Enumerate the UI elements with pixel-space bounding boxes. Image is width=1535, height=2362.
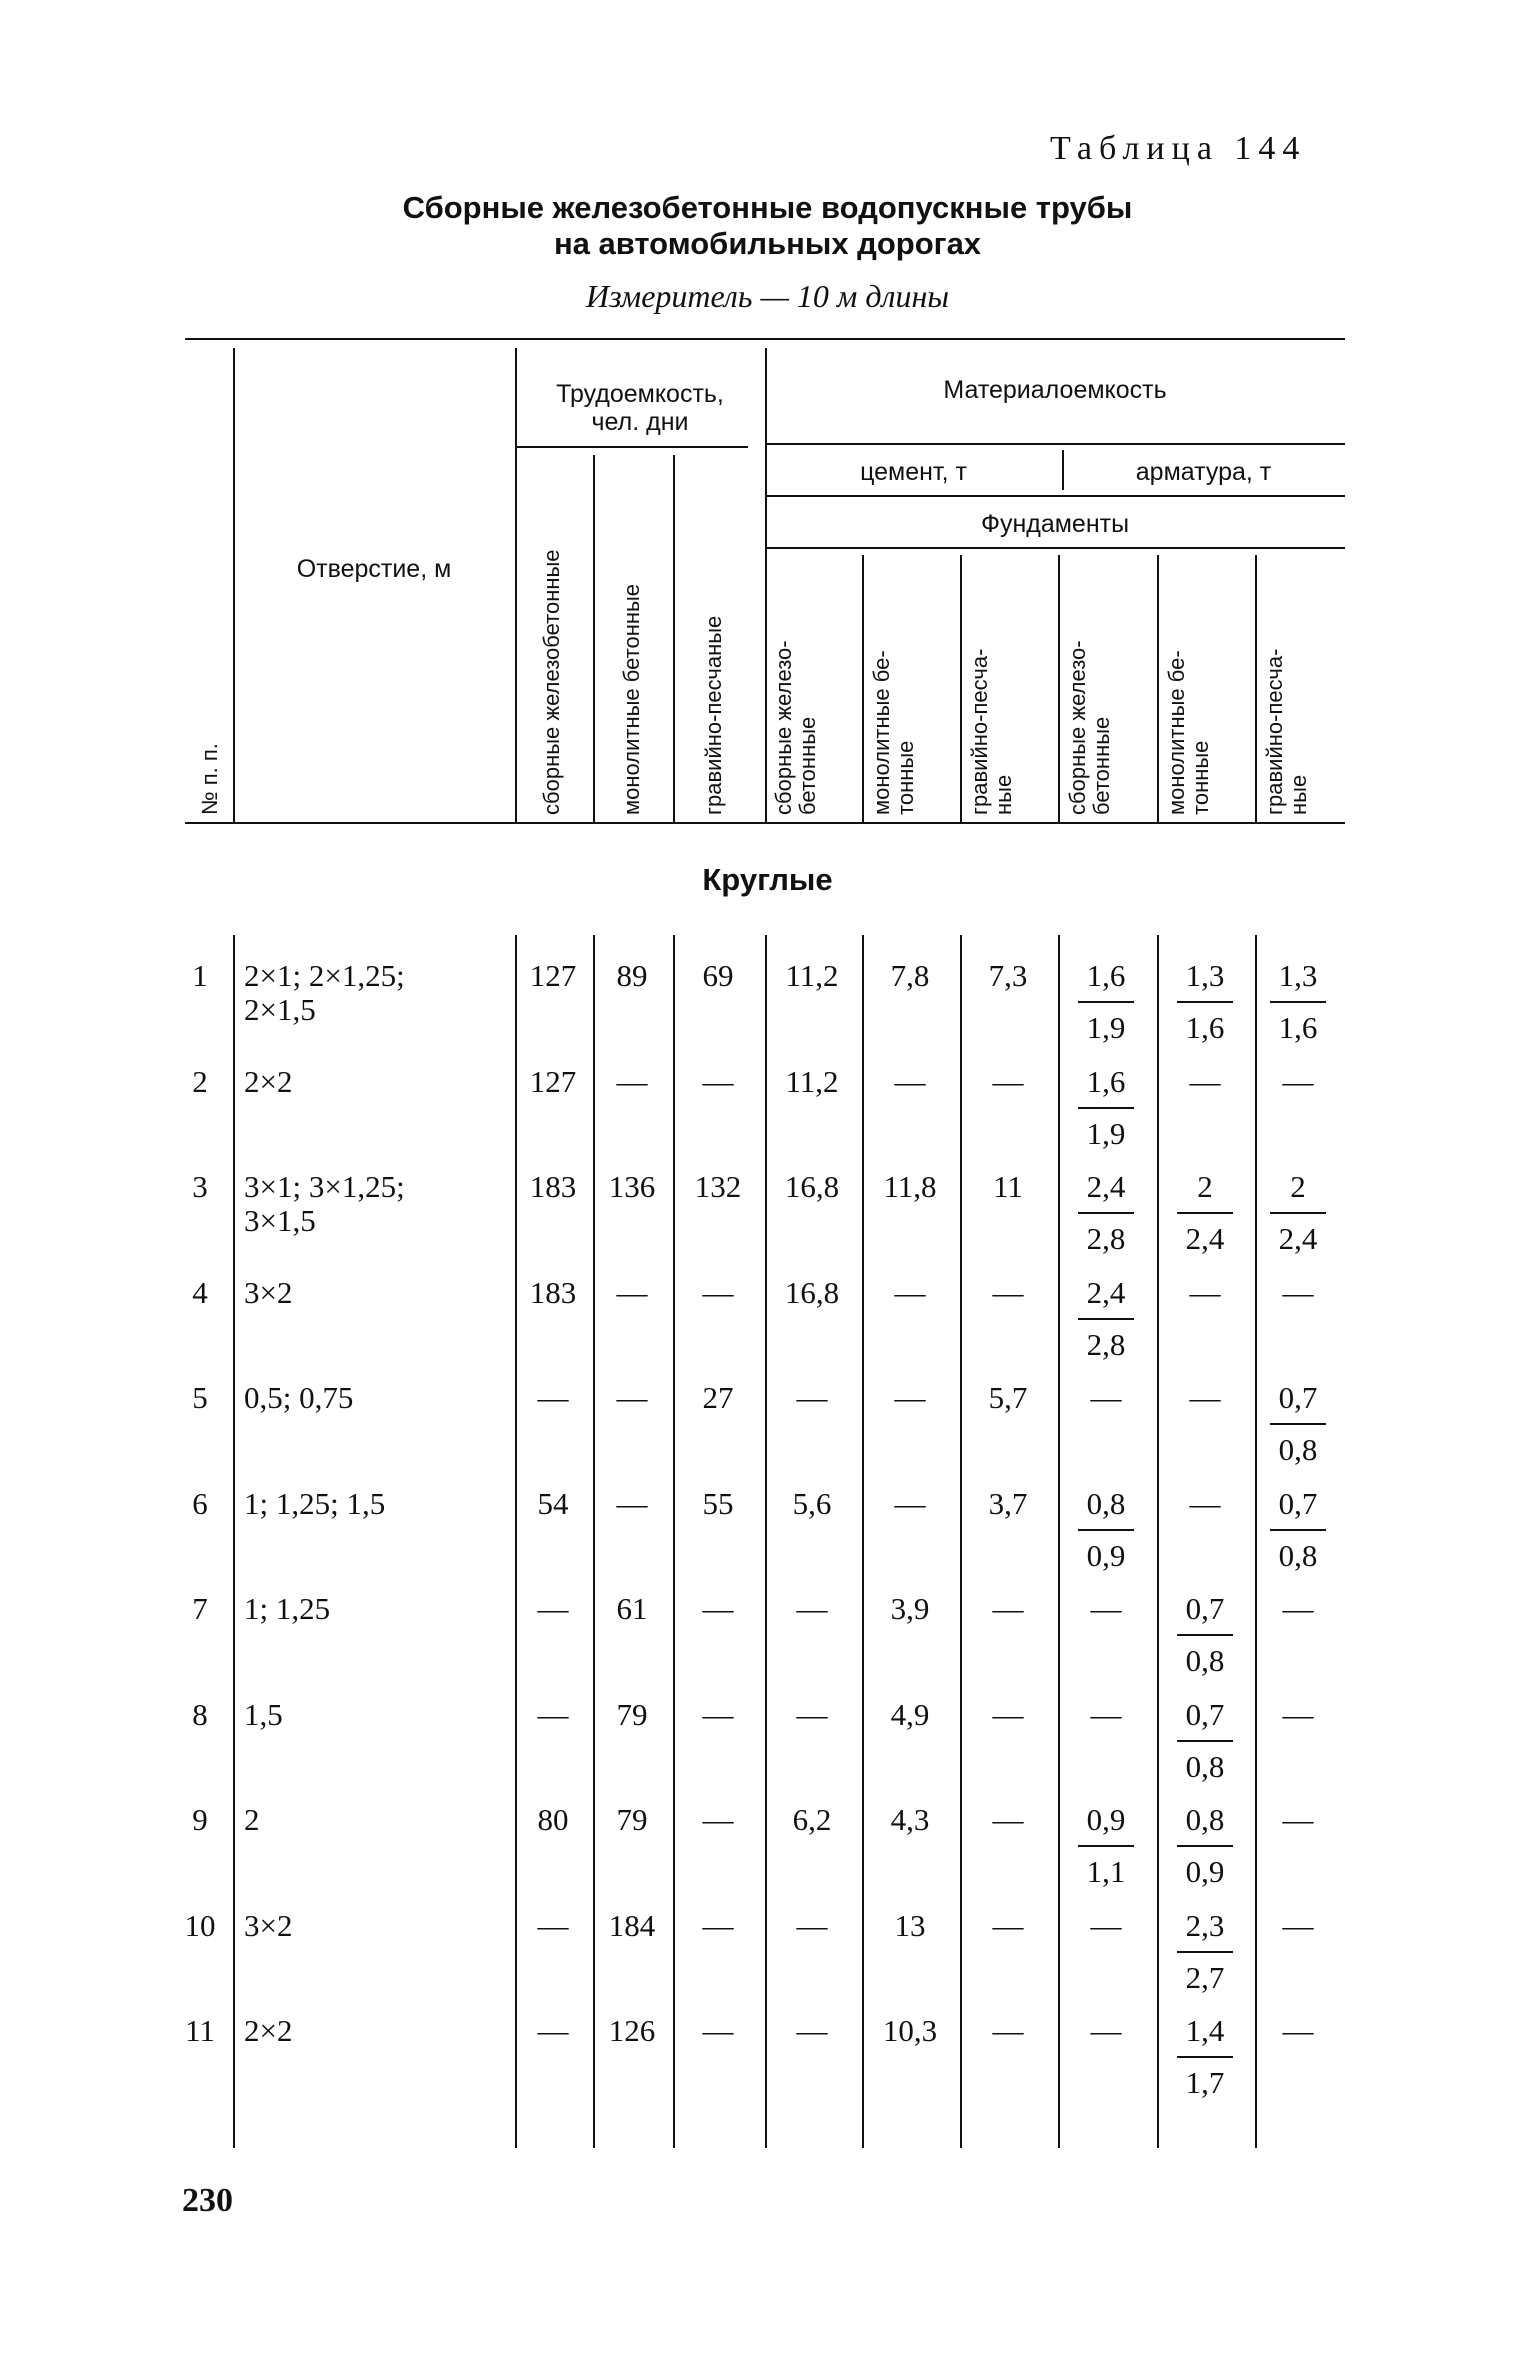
table-cell: — xyxy=(992,1696,1024,1732)
column-divider xyxy=(593,455,595,822)
table-label: Таблица 144 xyxy=(1050,130,1307,167)
table-cell: — xyxy=(1282,1907,1314,1943)
opening-value: 1; 1,25 xyxy=(244,1591,331,1626)
table-cell: — xyxy=(992,1591,1024,1626)
table-cell: 16,8 xyxy=(784,1169,840,1204)
table-cell: — xyxy=(537,1907,569,1943)
table-cell: — xyxy=(702,1802,734,1837)
header-labor-col: сборные железобетонные xyxy=(539,549,564,815)
table-cell: 54 xyxy=(537,1485,569,1521)
table-cell: 136 xyxy=(608,1169,656,1204)
header-cement: цемент, т xyxy=(860,458,967,486)
row-number: 1 xyxy=(192,958,208,993)
column-divider xyxy=(765,935,767,2148)
opening-value: 1; 1,25; 1,5 xyxy=(244,1485,386,1521)
column-divider xyxy=(233,348,235,822)
fraction-numerator: 2,4 xyxy=(1086,1169,1126,1204)
fraction-numerator: 0,7 xyxy=(1185,1696,1225,1732)
table-cell: — xyxy=(616,1274,648,1310)
column-divider xyxy=(862,935,864,2148)
table-cell: — xyxy=(616,1485,648,1521)
fraction-denominator: 1,9 xyxy=(1086,1010,1126,1045)
table-cell: — xyxy=(1189,1063,1221,1099)
table-cell: — xyxy=(796,2013,828,2048)
table-cell: 27 xyxy=(702,1380,734,1415)
row-number: 11 xyxy=(185,2013,215,2048)
table-cell: — xyxy=(537,1696,569,1732)
table-cell: — xyxy=(1282,1063,1314,1099)
column-divider xyxy=(765,348,767,822)
column-divider xyxy=(1157,555,1159,822)
measure-unit: Измеритель — 10 м длины xyxy=(585,278,949,314)
fraction-numerator: 0,7 xyxy=(1185,1591,1225,1626)
table-cell: — xyxy=(702,1696,734,1732)
rule-line xyxy=(765,495,1345,497)
table-cell: — xyxy=(796,1907,828,1943)
table-cell: 11,2 xyxy=(785,958,839,993)
column-divider xyxy=(862,555,864,822)
fraction-numerator: 2,3 xyxy=(1185,1907,1225,1943)
fraction-denominator: 0,9 xyxy=(1185,1854,1225,1889)
column-divider xyxy=(960,935,962,2148)
fraction-numerator: 1,4 xyxy=(1185,2013,1225,2048)
table-cell: — xyxy=(1090,1591,1122,1626)
opening-value: 2×1; 2×1,25; 2×1,5 xyxy=(244,958,405,1027)
fraction-numerator: 0,8 xyxy=(1086,1485,1126,1521)
table-cell: 126 xyxy=(608,2013,656,2048)
row-number: 8 xyxy=(192,1696,208,1732)
table-cell: — xyxy=(537,1591,569,1626)
column-divider xyxy=(1255,555,1257,822)
table-cell: — xyxy=(1282,1591,1314,1626)
table-cell: — xyxy=(894,1380,926,1415)
rule-line xyxy=(185,822,1345,824)
header-foundations: Фундаменты xyxy=(980,510,1130,538)
table-cell: 11,8 xyxy=(883,1169,937,1204)
table-cell: 16,8 xyxy=(784,1274,840,1310)
table-cell: — xyxy=(796,1380,828,1415)
table-cell: — xyxy=(894,1485,926,1521)
fraction-numerator: 1,3 xyxy=(1185,958,1225,993)
row-number: 6 xyxy=(192,1485,208,1521)
table-cell: — xyxy=(796,1696,828,1732)
opening-value: 2 xyxy=(244,1802,260,1837)
opening-value: 1,5 xyxy=(244,1696,283,1732)
header-material-col: монолитные бе- тонные xyxy=(869,650,918,815)
table-cell: 4,3 xyxy=(890,1802,930,1837)
row-number: 10 xyxy=(184,1907,216,1943)
fraction-numerator: 0,8 xyxy=(1185,1802,1225,1837)
table-cell: — xyxy=(1282,1274,1314,1310)
table-cell: — xyxy=(1090,1380,1122,1415)
fraction-denominator: 1,7 xyxy=(1185,2065,1225,2100)
opening-value: 3×2 xyxy=(244,1907,293,1943)
header-rebar: арматура, т xyxy=(1135,458,1272,486)
fraction-numerator: 2 xyxy=(1197,1169,1213,1204)
table-cell: 5,6 xyxy=(792,1485,832,1521)
table-cell: — xyxy=(992,1907,1024,1943)
fraction-numerator: 1,6 xyxy=(1086,958,1126,993)
table-cell: — xyxy=(1189,1485,1221,1521)
opening-value: 0,5; 0,75 xyxy=(244,1380,354,1415)
table-cell: 3,7 xyxy=(988,1485,1028,1521)
table-cell: 89 xyxy=(616,958,648,993)
table-cell: 3,9 xyxy=(890,1591,930,1626)
table-cell: 11 xyxy=(993,1169,1023,1204)
table-cell: — xyxy=(992,1802,1024,1837)
table-cell: 13 xyxy=(894,1907,926,1943)
header-labor-col: гравийно-песчаные xyxy=(701,615,726,815)
fraction-denominator: 0,9 xyxy=(1086,1537,1126,1573)
table-cell: — xyxy=(992,1274,1024,1310)
fraction-denominator: 2,4 xyxy=(1278,1221,1318,1256)
table-cell: — xyxy=(1282,1802,1314,1837)
column-divider xyxy=(960,555,962,822)
fraction-denominator: 2,4 xyxy=(1185,1221,1225,1256)
row-number: 5 xyxy=(192,1380,208,1415)
header-labor-col: монолитные бетонные xyxy=(619,583,644,815)
rule-line xyxy=(765,547,1345,549)
table-cell: — xyxy=(537,2013,569,2048)
table-cell: — xyxy=(702,1274,734,1310)
fraction-denominator: 0,8 xyxy=(1278,1537,1318,1573)
table-cell: 183 xyxy=(529,1274,577,1310)
table-cell: 183 xyxy=(529,1169,577,1204)
column-divider xyxy=(673,455,675,822)
table-cell: — xyxy=(1282,1696,1314,1732)
table-cell: 127 xyxy=(529,1063,577,1099)
table-cell: — xyxy=(702,1591,734,1626)
column-divider xyxy=(673,935,675,2148)
fraction-denominator: 0,8 xyxy=(1185,1643,1225,1678)
header-material-col: гравийно-песча- ные xyxy=(1262,648,1311,815)
table-cell: — xyxy=(1090,1696,1122,1732)
table-cell: — xyxy=(702,2013,734,2048)
table-cell: 7,3 xyxy=(988,958,1028,993)
table-cell: — xyxy=(702,1063,734,1099)
table-cell: 10,3 xyxy=(882,2013,938,2048)
table-cell: — xyxy=(702,1907,734,1943)
opening-value: 2×2 xyxy=(244,1063,293,1099)
table-cell: 79 xyxy=(616,1696,648,1732)
column-divider xyxy=(515,935,517,2148)
table-cell: — xyxy=(992,1063,1024,1099)
table-cell: — xyxy=(894,1274,926,1310)
row-number: 4 xyxy=(192,1274,208,1310)
column-divider xyxy=(1058,935,1060,2148)
fraction-numerator: 2 xyxy=(1290,1169,1306,1204)
table-cell: 69 xyxy=(702,958,734,993)
table-cell: — xyxy=(796,1591,828,1626)
rule-line xyxy=(765,443,1345,445)
table-cell: 61 xyxy=(616,1591,648,1626)
section-heading: Круглые xyxy=(702,862,833,897)
fraction-denominator: 1,6 xyxy=(1185,1010,1225,1045)
header-labor: Трудоемкость, чел. дни xyxy=(556,380,724,436)
table-cell: — xyxy=(1189,1380,1221,1415)
header-material-col: монолитные бе- тонные xyxy=(1164,650,1213,815)
rule-line xyxy=(185,338,1345,340)
fraction-numerator: 0,9 xyxy=(1086,1802,1126,1837)
table-cell: 127 xyxy=(529,958,577,993)
opening-value: 2×2 xyxy=(244,2013,293,2048)
fraction-numerator: 2,4 xyxy=(1086,1274,1126,1310)
header-material-col: гравийно-песча- ные xyxy=(967,648,1016,815)
header-opening: Отверстие, м xyxy=(296,555,452,583)
table-cell: — xyxy=(1090,1907,1122,1943)
table-cell: — xyxy=(992,2013,1024,2048)
opening-value: 3×1; 3×1,25; 3×1,5 xyxy=(244,1169,405,1238)
table-cell: 7,8 xyxy=(890,958,930,993)
table-cell: 5,7 xyxy=(988,1380,1028,1415)
header-material-col: сборные железо- бетонные xyxy=(771,640,820,815)
table-cell: — xyxy=(616,1380,648,1415)
table-cell: — xyxy=(616,1063,648,1099)
column-divider xyxy=(1157,935,1159,2148)
table-cell: 80 xyxy=(537,1802,569,1837)
rule-line xyxy=(515,446,748,448)
column-divider xyxy=(233,935,235,2148)
table-cell: — xyxy=(1282,2013,1314,2048)
header-material: Материалоемкость xyxy=(943,376,1167,404)
header-no: № п. п. xyxy=(197,743,222,815)
table-cell: 132 xyxy=(694,1169,742,1204)
fraction-denominator: 1,9 xyxy=(1086,1115,1126,1151)
column-divider xyxy=(1058,555,1060,822)
table-cell: — xyxy=(1189,1274,1221,1310)
table-cell: 4,9 xyxy=(890,1696,930,1732)
row-number: 3 xyxy=(192,1169,208,1204)
table-cell: 11,2 xyxy=(785,1063,839,1099)
fraction-numerator: 0,7 xyxy=(1278,1485,1318,1521)
row-number: 2 xyxy=(192,1063,208,1099)
column-divider xyxy=(593,935,595,2148)
page-number: 230 xyxy=(182,2182,233,2219)
header-material-col: сборные железо- бетонные xyxy=(1065,640,1114,815)
fraction-denominator: 2,8 xyxy=(1086,1221,1126,1256)
fraction-denominator: 2,8 xyxy=(1086,1326,1126,1362)
fraction-denominator: 1,6 xyxy=(1278,1010,1318,1045)
fraction-denominator: 2,7 xyxy=(1185,1959,1225,1995)
table-title-line2: на автомобильных дорогах xyxy=(553,226,982,261)
table-cell: 184 xyxy=(608,1907,656,1943)
fraction-denominator: 0,8 xyxy=(1185,1748,1225,1784)
fraction-numerator: 0,7 xyxy=(1278,1380,1318,1415)
table-cell: 55 xyxy=(702,1485,734,1521)
table-cell: 79 xyxy=(616,1802,648,1837)
row-number: 9 xyxy=(192,1802,208,1837)
fraction-numerator: 1,3 xyxy=(1278,958,1318,993)
fraction-numerator: 1,6 xyxy=(1086,1063,1126,1099)
opening-value: 3×2 xyxy=(244,1274,293,1310)
fraction-denominator: 1,1 xyxy=(1086,1854,1126,1889)
table-cell: 6,2 xyxy=(792,1802,832,1837)
fraction-denominator: 0,8 xyxy=(1278,1432,1318,1467)
row-number: 7 xyxy=(192,1591,208,1626)
table-cell: — xyxy=(537,1380,569,1415)
table-cell: — xyxy=(894,1063,926,1099)
table-title-line1: Сборные железобетонные водопускные трубы xyxy=(402,190,1133,225)
table-cell: — xyxy=(1090,2013,1122,2048)
